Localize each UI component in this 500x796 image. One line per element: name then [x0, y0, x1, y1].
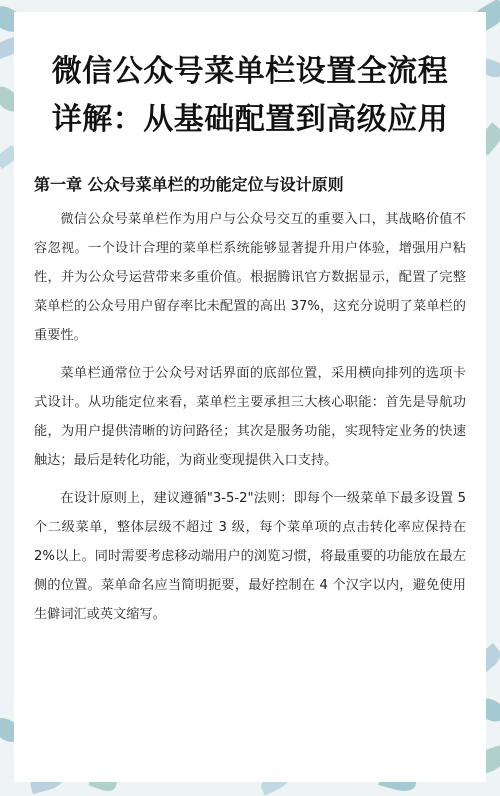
chapter-heading: 第一章 公众号菜单栏的功能定位与设计原则 — [34, 175, 344, 194]
title-line-1: 微信公众号菜单栏设置全流程 — [51, 54, 449, 89]
article-body — [34, 205, 466, 638]
article-page — [14, 12, 486, 782]
paragraph-2: 菜单栏通常位于公众号对话界面的底部位置，采用横向排列的选项卡式设计。从功能定位来看，菜单栏主要承担三大核心职能：首先是导航功能，为用户提供清晰的访问路径；其次是服务功能，实现特定业务的快速触达；最后是转化功能，为商业变现提供入口支持。 — [34, 366, 466, 468]
paragraph-1: 微信公众号菜单栏作为用户与公众号交互的重要入口，其战略价值不容忽视。一个设计合理的菜单栏系统能够显著提升用户体验，增强用户粘性，并为公众号运营带来多重价值。根据腾讯官方数据显示，配置了完整菜单栏的公众号用户留存率比未配置的高出 37%，这充分说明了菜单栏的重要性。 — [34, 212, 466, 343]
article-title — [14, 48, 486, 144]
title-line-2: 详解：从基础配置到高级应用 — [51, 102, 449, 137]
paragraph-3: 在设计原则上，建议遵循"3-5-2"法则：即每个一级菜单下最多设置 5 个二级菜单，整体层级不超过 3 级，每个菜单项的点击转化率应保持在 2%以上。同时需要考虑移动端用户的浏览习惯，将最重要的功能放在最左侧的位置。菜单命名应当简明扼要，最好控制在 4 个汉字以内，避免使用生僻词汇或英文缩写。 — [34, 491, 466, 622]
